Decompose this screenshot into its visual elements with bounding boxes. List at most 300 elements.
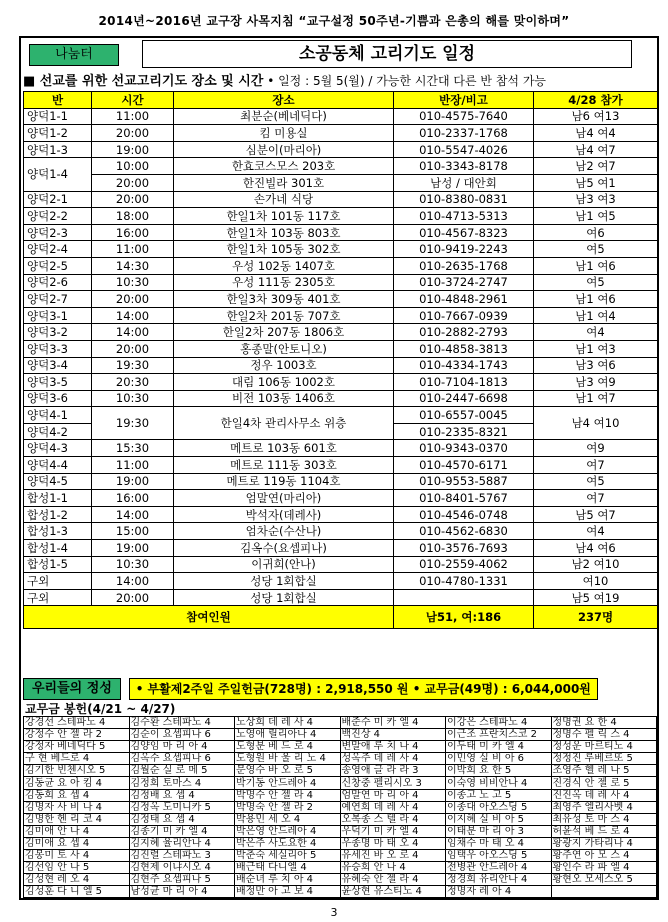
dues-entry: 김현제 이냐시오 4 — [129, 862, 235, 874]
dues-entry: 강경선 스테파노 4 — [24, 717, 130, 729]
contact-cell: 010-2882-2793 — [394, 324, 534, 341]
contact-cell: 010-2335-8321 — [394, 423, 534, 440]
contact-cell: 010-4562-6830 — [394, 523, 534, 540]
dues-entry: 엄말연 마 리 아 4 — [340, 789, 446, 801]
offering-item2: • 교무금(49명) : — [408, 681, 512, 696]
time-cell: 19:00 — [92, 540, 174, 557]
dues-entry: 김정태 요 셉 4 — [129, 813, 235, 825]
time-cell: 11:00 — [92, 457, 174, 474]
place-cell: 메트로 111동 303호 — [174, 457, 394, 474]
place-cell: 이귀희(안나) — [174, 556, 394, 573]
dues-entry: 배정만 아 고 보 4 — [235, 886, 341, 898]
schedule-row — [24, 523, 658, 540]
dues-entry: 진진옥 데 레 사 4 — [551, 789, 657, 801]
count-cell: 남1 여3 — [534, 340, 658, 357]
schedule-row — [24, 208, 658, 225]
place-cell: 한일1차 103동 803호 — [174, 224, 394, 241]
place-cell: 엄말연(마리아) — [174, 490, 394, 507]
dues-entry: 김봉미 토 사 4 — [24, 850, 130, 862]
class-cell: 양덕3-2 — [24, 324, 92, 341]
subtitle-main: ■ 선교를 위한 선교고리기도 장소 및 시간 — [23, 74, 264, 89]
dues-entry: 백진상 4 — [340, 729, 446, 741]
class-cell: 구외 — [24, 573, 92, 590]
class-cell: 합성1-2 — [24, 506, 92, 523]
page-number: 3 — [330, 906, 338, 919]
dues-entry: 황주연 아 모 스 4 — [551, 850, 657, 862]
contact-cell: 010-2559-4062 — [394, 556, 534, 573]
dues-entry: 정성운 마르티노 4 — [551, 741, 657, 753]
dues-entry: 유승희 안 나 4 — [340, 862, 446, 874]
dues-entry: 박용민 세 오 4 — [235, 813, 341, 825]
count-cell: 남1 여6 — [534, 257, 658, 274]
time-cell: 19:30 — [92, 357, 174, 374]
count-cell: 여10 — [534, 573, 658, 590]
dues-entry: 김양임 마 리 아 4 — [129, 741, 235, 753]
dues-entry: 정정진 루베르또 5 — [551, 753, 657, 765]
offering-label: 우리들의 정성 — [23, 678, 121, 700]
dues-row — [24, 813, 657, 825]
class-cell: 양덕2-3 — [24, 224, 92, 241]
schedule-row — [24, 374, 658, 391]
count-cell: 남3 여6 — [534, 357, 658, 374]
count-cell: 여4 — [534, 324, 658, 341]
schedule-row — [24, 390, 658, 407]
time-cell: 16:00 — [92, 490, 174, 507]
time-cell: 19:00 — [92, 473, 174, 490]
time-cell: 20:00 — [92, 291, 174, 308]
dues-entry: 김정옥 도미니카 5 — [129, 801, 235, 813]
count-cell: 여5 — [534, 274, 658, 291]
count-cell: 남6 여13 — [534, 108, 658, 125]
count-cell: 남2 여7 — [534, 158, 658, 175]
schedule-row — [24, 125, 658, 142]
class-cell: 양덕1-4 — [24, 158, 92, 191]
class-cell: 양덕3-3 — [24, 340, 92, 357]
dues-entry: 김옥수 요셉피나 6 — [129, 753, 235, 765]
dues-entry: 구 현 베드로 4 — [24, 753, 130, 765]
time-cell: 20:00 — [92, 174, 174, 191]
dues-entry: 신창중 펠리시오 3 — [340, 777, 446, 789]
dues-entry: 김월순 실 로 메 5 — [129, 765, 235, 777]
section-tag: 나눔터 — [29, 44, 119, 66]
offering-summary — [23, 677, 657, 699]
dues-entry: 김성현 레 오 4 — [24, 874, 130, 886]
contact-cell: 010-9553-5887 — [394, 473, 534, 490]
class-cell: 양덕1-1 — [24, 108, 92, 125]
time-cell: 10:30 — [92, 274, 174, 291]
dues-row — [24, 789, 657, 801]
dues-row — [24, 837, 657, 849]
dues-entry: 정경희 유리안나 4 — [446, 874, 552, 886]
total-count: 237명 — [534, 606, 658, 629]
dues-entry: 이민영 실 비 아 6 — [446, 753, 552, 765]
place-cell: 성당 1회합실 — [174, 573, 394, 590]
dues-entry: 김수환 스테파노 4 — [129, 717, 235, 729]
class-cell: 합성1-1 — [24, 490, 92, 507]
contact-cell: 010-3576-7693 — [394, 540, 534, 557]
schedule-row — [24, 291, 658, 308]
count-cell: 남5 여19 — [534, 589, 658, 606]
place-cell: 한진빌라 301호 — [174, 174, 394, 191]
dues-row — [24, 801, 657, 813]
class-cell: 양덕2-7 — [24, 291, 92, 308]
dues-entry: 김정희 토마스 4 — [129, 777, 235, 789]
place-cell: 킴 미용실 — [174, 125, 394, 142]
dues-entry: 박명수 안 젤 라 4 — [235, 789, 341, 801]
schedule-row — [24, 340, 658, 357]
dues-entry: 이근조 프란치스코 2 — [446, 729, 552, 741]
place-cell: 손가네 식당 — [174, 191, 394, 208]
dues-entry: 김지혜 율리안나 4 — [129, 837, 235, 849]
time-cell: 14:00 — [92, 506, 174, 523]
place-cell: 한일4차 관리사무소 위층 — [174, 407, 394, 440]
dues-entry — [551, 886, 657, 898]
dues-entry: 배순녀 루 치 아 4 — [235, 874, 341, 886]
schedule-row — [24, 224, 658, 241]
schedule-row — [24, 357, 658, 374]
dues-row — [24, 717, 657, 729]
place-cell: 한일2차 207동 1806호 — [174, 324, 394, 341]
dues-entry: 성옥주 데 레 사 4 — [340, 753, 446, 765]
dues-entry: 배준수 미 카 엘 4 — [340, 717, 446, 729]
contact-cell: 010-4858-3813 — [394, 340, 534, 357]
count-cell: 남2 여10 — [534, 556, 658, 573]
dues-entry: 김종기 미 카 엘 4 — [129, 825, 235, 837]
contact-cell: 010-2337-1768 — [394, 125, 534, 142]
schedule-row — [24, 141, 658, 158]
dues-row — [24, 886, 657, 898]
schedule-row — [24, 589, 658, 606]
class-cell: 양덕4-4 — [24, 457, 92, 474]
time-cell: 20:00 — [92, 125, 174, 142]
schedule-subtitle — [23, 72, 657, 90]
dues-entry: 임채수 마 태 오 4 — [446, 837, 552, 849]
contact-cell: 010-4570-6171 — [394, 457, 534, 474]
dues-entry: 윤상현 유스티노 4 — [340, 886, 446, 898]
time-cell: 15:30 — [92, 440, 174, 457]
dues-entry: 이강은 스테파노 4 — [446, 717, 552, 729]
place-cell: 엄차순(수산나) — [174, 523, 394, 540]
schedule-row — [24, 506, 658, 523]
dues-entry: 정명수 펠 릭 스 4 — [551, 729, 657, 741]
place-cell: 우성 111동 2305호 — [174, 274, 394, 291]
count-cell: 남1 여7 — [534, 390, 658, 407]
dues-entry: 이종대 아오스딩 5 — [446, 801, 552, 813]
contact-cell — [394, 589, 534, 606]
contact-cell: 010-9343-0370 — [394, 440, 534, 457]
offering-item1: • 부활제2주일 주일헌금(728명) : — [135, 681, 326, 696]
contact-cell: 010-4780-1331 — [394, 573, 534, 590]
col-time: 시간 — [92, 92, 174, 109]
dues-entry: 황현오 모세스오 5 — [551, 874, 657, 886]
place-cell: 한일2차 201동 707호 — [174, 307, 394, 324]
place-cell: 비전 103동 1406호 — [174, 390, 394, 407]
time-cell: 15:00 — [92, 523, 174, 540]
dues-entry: 김선임 안 나 5 — [24, 862, 130, 874]
contact-cell: 010-4575-7640 — [394, 108, 534, 125]
class-cell: 양덕4-1 — [24, 407, 92, 424]
contact-cell: 010-9419-2243 — [394, 241, 534, 258]
class-cell: 양덕2-4 — [24, 241, 92, 258]
schedule-row — [24, 556, 658, 573]
time-cell: 10:30 — [92, 390, 174, 407]
dues-entry: 문영수 바 오 로 5 — [235, 765, 341, 777]
dues-entry: 김동희 요 셉 4 — [24, 789, 130, 801]
subtitle-note: • 일정 : 5월 5(월) / 가능한 시간대 다른 반 참석 가능 — [263, 74, 547, 88]
dues-entry: 김정배 요 셉 4 — [129, 789, 235, 801]
col-class: 반 — [24, 92, 92, 109]
place-cell: 한일1차 101동 117호 — [174, 208, 394, 225]
class-cell: 합성1-3 — [24, 523, 92, 540]
dues-entry: 이태분 마 리 아 3 — [446, 825, 552, 837]
place-cell: 박석자(데레사) — [174, 506, 394, 523]
total-sum: 남51, 여:186 — [394, 606, 534, 629]
page-title: 소공동체 고리기도 일정 — [142, 40, 632, 68]
dues-entry: 김성훈 다 니 엘 5 — [24, 886, 130, 898]
dues-entry: 황인수 라 파 엘 4 — [551, 862, 657, 874]
time-cell: 14:00 — [92, 573, 174, 590]
time-cell: 14:00 — [92, 307, 174, 324]
dues-entry: 유혜숙 안 젤 라 4 — [340, 874, 446, 886]
count-cell: 남4 여7 — [534, 141, 658, 158]
dues-entry: 박명숙 안 젤 라 2 — [235, 801, 341, 813]
place-cell: 최분순(베네딕다) — [174, 108, 394, 125]
contact-cell: 남성 / 대안회 — [394, 174, 534, 191]
schedule-row — [24, 540, 658, 557]
schedule-row — [24, 241, 658, 258]
count-cell: 남4 여10 — [534, 407, 658, 440]
schedule-row — [24, 174, 658, 191]
dues-table — [23, 716, 657, 898]
contact-cell: 010-3343-8178 — [394, 158, 534, 175]
class-cell: 양덕3-1 — [24, 307, 92, 324]
dues-entry: 최영주 엘리사벳 4 — [551, 801, 657, 813]
time-cell: 10:00 — [92, 158, 174, 175]
dues-entry: 도형분 베 드 로 4 — [235, 741, 341, 753]
count-cell: 남1 여5 — [534, 208, 658, 225]
schedule-row — [24, 274, 658, 291]
dues-entry: 정명권 요 한 4 — [551, 717, 657, 729]
dues-entry: 김순이 요셉피나 6 — [129, 729, 235, 741]
offering-box — [129, 678, 598, 700]
schedule-row — [24, 573, 658, 590]
schedule-row — [24, 307, 658, 324]
dues-entry: 송영애 글 라 라 3 — [340, 765, 446, 777]
contact-cell: 010-4567-8323 — [394, 224, 534, 241]
dues-entry: 전병관 안드레아 4 — [446, 862, 552, 874]
class-cell: 합성1-4 — [24, 540, 92, 557]
place-cell: 한일3차 309동 401호 — [174, 291, 394, 308]
class-cell: 양덕2-5 — [24, 257, 92, 274]
dues-entry: 우종명 마 태 오 4 — [340, 837, 446, 849]
place-cell: 성당 1회합실 — [174, 589, 394, 606]
schedule-row — [24, 108, 658, 125]
dues-row — [24, 874, 657, 886]
schedule-header-row — [24, 92, 658, 109]
dues-entry: 박춘숙 세실리아 5 — [235, 850, 341, 862]
count-cell: 남1 여6 — [534, 291, 658, 308]
count-cell: 남4 여6 — [534, 540, 658, 557]
offering-amount2: 6,044,000원 — [511, 681, 591, 696]
dues-entry: 도형원 바 울 리 노 4 — [235, 753, 341, 765]
class-cell: 양덕1-2 — [24, 125, 92, 142]
contact-cell: 010-3724-2747 — [394, 274, 534, 291]
count-cell: 여9 — [534, 440, 658, 457]
dues-entry: 김명한 헨 리 코 4 — [24, 813, 130, 825]
col-count: 4/28 참가 — [534, 92, 658, 109]
place-cell: 우성 102동 1407호 — [174, 257, 394, 274]
class-cell: 양덕2-6 — [24, 274, 92, 291]
schedule-row — [24, 440, 658, 457]
contact-cell: 010-4546-0748 — [394, 506, 534, 523]
count-cell: 남3 여3 — [534, 191, 658, 208]
total-row — [24, 606, 658, 629]
time-cell: 18:00 — [92, 208, 174, 225]
class-cell: 양덕4-2 — [24, 423, 92, 440]
dues-entry: 배근태 다니엘 4 — [235, 862, 341, 874]
class-cell: 양덕4-3 — [24, 440, 92, 457]
schedule-row — [24, 257, 658, 274]
dues-row — [24, 729, 657, 741]
count-cell: 남5 여7 — [534, 506, 658, 523]
place-cell: 김옥수(요셉피나) — [174, 540, 394, 557]
contact-cell: 010-7667-0939 — [394, 307, 534, 324]
time-cell: 16:00 — [92, 224, 174, 241]
time-cell: 19:30 — [92, 407, 174, 440]
dues-entry: 예연희 데 레 사 4 — [340, 801, 446, 813]
dues-title: 교무금 봉헌(4/21 ~ 4/27) — [25, 702, 176, 716]
time-cell: 11:00 — [92, 108, 174, 125]
dues-row — [24, 850, 657, 862]
contact-cell: 010-4713-5313 — [394, 208, 534, 225]
dues-entry: 강정수 안 젤 라 2 — [24, 729, 130, 741]
time-cell: 20:00 — [92, 589, 174, 606]
count-cell: 남1 여4 — [534, 307, 658, 324]
class-cell: 양덕3-4 — [24, 357, 92, 374]
dues-entry: 노영애 릴리아나 4 — [235, 729, 341, 741]
dues-entry: 김명자 사 비 나 4 — [24, 801, 130, 813]
count-cell: 여5 — [534, 241, 658, 258]
time-cell: 20:30 — [92, 374, 174, 391]
contact-cell: 010-2635-1768 — [394, 257, 534, 274]
dues-row — [24, 753, 657, 765]
dues-entry: 조영주 헬 레 나 5 — [551, 765, 657, 777]
schedule-table — [23, 91, 658, 629]
dues-entry: 우덕기 미 카 엘 4 — [340, 825, 446, 837]
class-cell: 양덕4-5 — [24, 473, 92, 490]
dues-entry: 강정자 베네딕다 5 — [24, 741, 130, 753]
dues-row — [24, 825, 657, 837]
dues-entry: 오복종 스 텔 라 4 — [340, 813, 446, 825]
count-cell: 남3 여9 — [534, 374, 658, 391]
contact-cell: 010-8401-5767 — [394, 490, 534, 507]
dues-entry: 남성균 마 리 아 4 — [129, 886, 235, 898]
time-cell: 19:00 — [92, 141, 174, 158]
dues-row — [24, 777, 657, 789]
total-label: 참여인원 — [24, 606, 394, 629]
count-cell: 여4 — [534, 523, 658, 540]
contact-cell: 010-2447-6698 — [394, 390, 534, 407]
contact-cell: 010-4848-2961 — [394, 291, 534, 308]
class-cell: 구외 — [24, 589, 92, 606]
offering-amount1: 2,918,550 원 — [325, 681, 409, 696]
class-cell: 합성1-5 — [24, 556, 92, 573]
place-cell: 정우 1003호 — [174, 357, 394, 374]
place-cell: 메트로 103동 601호 — [174, 440, 394, 457]
dues-entry: 이두태 미 카 엘 4 — [446, 741, 552, 753]
time-cell: 11:00 — [92, 241, 174, 258]
place-cell: 한효코스모스 203호 — [174, 158, 394, 175]
count-cell: 남5 여1 — [534, 174, 658, 191]
col-place: 장소 — [174, 92, 394, 109]
dues-entry: 정명자 레 아 4 — [446, 886, 552, 898]
dues-entry: 이숙영 비비안나 4 — [446, 777, 552, 789]
dues-entry: 박은주 사도요한 4 — [235, 837, 341, 849]
dues-entry: 진경식 안 젤 로 5 — [551, 777, 657, 789]
dues-entry: 김동균 요 아 킴 4 — [24, 777, 130, 789]
dues-entry: 임택우 아오스딩 5 — [446, 850, 552, 862]
class-cell: 양덕3-5 — [24, 374, 92, 391]
count-cell: 여6 — [534, 224, 658, 241]
dues-entry: 변말애 루 치 나 4 — [340, 741, 446, 753]
time-cell: 20:00 — [92, 191, 174, 208]
place-cell: 홍종말(안토니오) — [174, 340, 394, 357]
count-cell: 여7 — [534, 457, 658, 474]
place-cell: 메트로 119동 1104호 — [174, 473, 394, 490]
dues-entry: 박은영 안드레아 4 — [235, 825, 341, 837]
schedule-row — [24, 407, 658, 424]
dues-entry: 김진렬 스테파노 3 — [129, 850, 235, 862]
place-cell: 심분이(마리아) — [174, 141, 394, 158]
dues-row — [24, 741, 657, 753]
schedule-row — [24, 490, 658, 507]
count-cell: 여7 — [534, 490, 658, 507]
dues-entry: 최유성 토 마 스 4 — [551, 813, 657, 825]
contact-cell: 010-8380-0831 — [394, 191, 534, 208]
dues-entry: 황광지 가타리나 4 — [551, 837, 657, 849]
dues-entry: 김미애 안 나 4 — [24, 825, 130, 837]
dues-entry: 허윤석 베 드 로 4 — [551, 825, 657, 837]
schedule-row — [24, 324, 658, 341]
dues-entry: 이박희 요 한 5 — [446, 765, 552, 777]
place-cell: 한일1차 105동 302호 — [174, 241, 394, 258]
contact-cell: 010-5547-4026 — [394, 141, 534, 158]
count-cell: 여5 — [534, 473, 658, 490]
dues-row — [24, 862, 657, 874]
dues-entry: 김현주 요셉피나 5 — [129, 874, 235, 886]
dues-entry: 이종고 노 고 5 — [446, 789, 552, 801]
contact-cell: 010-7104-1813 — [394, 374, 534, 391]
place-cell: 대림 106동 1002호 — [174, 374, 394, 391]
dues-entry: 노상희 데 레 사 4 — [235, 717, 341, 729]
time-cell: 20:00 — [92, 340, 174, 357]
schedule-row — [24, 457, 658, 474]
dues-row — [24, 765, 657, 777]
dues-entry: 박기동 안드레아 4 — [235, 777, 341, 789]
dues-entry: 이지혜 실 비 아 5 — [446, 813, 552, 825]
dues-entry: 유세진 바 오 로 4 — [340, 850, 446, 862]
class-cell: 양덕3-6 — [24, 390, 92, 407]
class-cell: 양덕2-1 — [24, 191, 92, 208]
col-contact: 반장/비고 — [394, 92, 534, 109]
schedule-row — [24, 158, 658, 175]
contact-cell: 010-6557-0045 — [394, 407, 534, 424]
schedule-row — [24, 473, 658, 490]
page-header: 2014년~2016년 교구장 사목지침 “교구설정 50주년-기쁨과 은총의 해를 맞이하며” — [98, 14, 570, 28]
count-cell: 남4 여4 — [534, 125, 658, 142]
class-cell: 양덕2-2 — [24, 208, 92, 225]
contact-cell: 010-4334-1743 — [394, 357, 534, 374]
